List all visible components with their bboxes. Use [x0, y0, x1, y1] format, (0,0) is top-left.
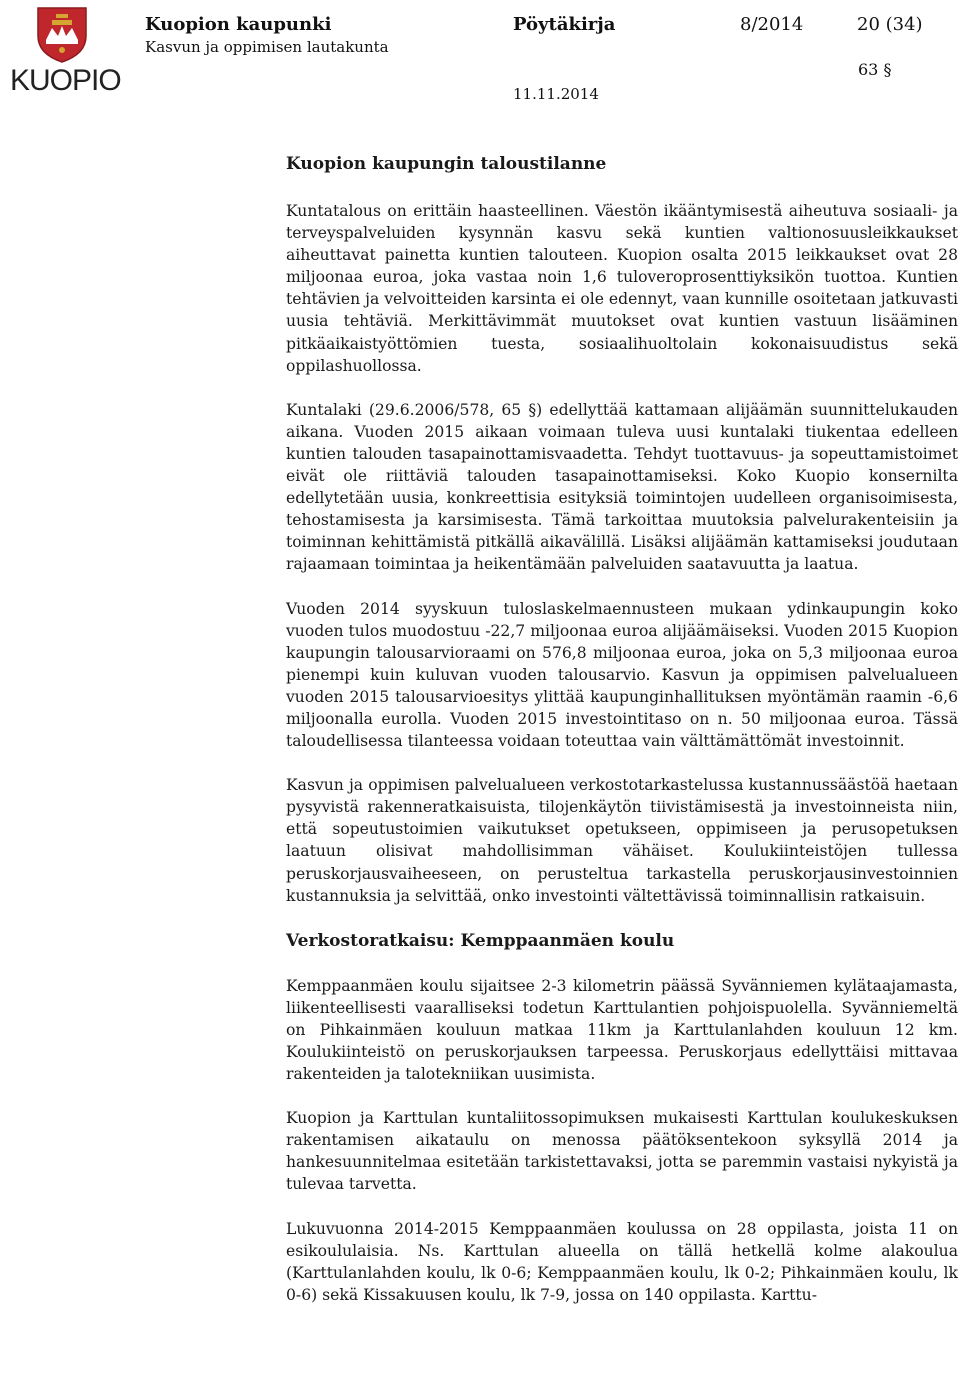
- paragraph: Kasvun ja oppimisen palvelualueen verkostotarkastelussa kustannussäästöä haetaan pysyvistä rakenneratkaisuista, tilojenkäytön tiivistämisestä ja investoinneista niin, että sopeutustoimien vaikutukset opetukseen, oppimiseen ja perusopetuksen laatuun olisivat mahdollisimman vähäiset. Koulukiinteistöjen tullessa peruskorjausvaiheeseen, on perusteltua tarkastella peruskorjausinvestoinnien kustannuksia ja selvittää, onko investointi vältettävissä toiminnallisin ratkaisuin.: [286, 776, 958, 905]
- page-number: 20 (34): [857, 14, 923, 35]
- meeting-date: 11.11.2014: [513, 85, 599, 103]
- document-body: [286, 152, 958, 1328]
- organization-name: Kuopion kaupunki: [145, 14, 332, 35]
- document-type: Pöytäkirja: [513, 14, 616, 35]
- board-name: Kasvun ja oppimisen lautakunta: [145, 38, 389, 56]
- paragraph: Kuntatalous on erittäin haasteellinen. Väestön ikääntymisestä aiheutuva sosiaali- ja terveyspalveluiden kysynnän kasvu sekä kuntien valtionosuusleikkaukset aiheuttavat painetta kuntien talouteen. Kuopion osalta 2015 leikkaukset ovat 28 miljoonaa euroa, joka vastaa noin 1,6 tuloveroprosenttiyksikön tuottoa. Kuntien tehtävien ja velvoitteiden karsinta ei ole edennyt, vaan kunnille osoitetaan jatkuvasti uusia tehtäviä. Merkittävimmät muutokset ovat kuntien vastuun lisääminen pitkäaikaistyöttömien tuesta, sosiaalihuoltolain kokonaisuudistus sekä oppilashuollossa.: [286, 202, 958, 375]
- kuopio-logo: [4, 4, 121, 97]
- subsection-title: Verkostoratkaisu: Kemppaanmäen koulu: [286, 930, 675, 951]
- document-number: 8/2014: [740, 14, 804, 35]
- paragraph: Vuoden 2014 syyskuun tuloslaskelmaennusteen mukaan ydinkaupungin koko vuoden tulos muodostuu -22,7 miljoonaa euroa alijäämäiseksi. Vuoden 2015 Kuopion kaupungin talousarvioraami on 576,8 miljoonaa euroa, joka on 5,3 miljoonaa euroa pienempi kuin kuluvan vuoden talousarvio. Kasvun ja oppimisen palvelualueen vuoden 2015 talousarvioesitys ylittää kaupunginhallituksen myöntämän raamin -6,6 miljoonalla eurolla. Vuoden 2015 investointitaso on n. 50 miljoonaa euroa. Tässä taloudellisessa tilanteessa voidaan toteuttaa vain välttämättömät investoinnit.: [286, 599, 958, 751]
- coat-of-arms-icon: [32, 4, 92, 64]
- paragraph: Kemppaanmäen koulu sijaitsee 2-3 kilometrin päässä Syvänniemen kylätaajamasta, liikenteellisesti vaaralliseksi todetun Karttulantien pohjoispuolella. Syvänniemeltä on Pihkainmäen kouluun matkaa 11km ja Karttulanlahden kouluun 12 km. Koulukiinteistö on peruskorjauksen tarpeessa. Peruskorjaus edellyttäisi mittavaa rakenteiden ja talotekniikan uusimista.: [286, 976, 958, 1084]
- paragraph: Kuopion ja Karttulan kuntaliitossopimuksen mukaisesti Karttulan koulukeskuksen rakentamisen aikataulu on menossa päätöksentekoon syksyllä 2014 ja hankesuunnitelmaa esitetään tarkistettavaksi, jotta se paremmin vastaisi nykyistä ja tulevaa tarvetta.: [286, 1109, 958, 1194]
- section-title: Kuopion kaupungin taloustilanne: [286, 154, 607, 174]
- paragraph: Lukuvuonna 2014-2015 Kemppaanmäen koulussa on 28 oppilasta, joista 11 on esikoululaisia. Ns. Karttulan alueella on tällä hetkellä kolme alakoulua (Karttulanlahden koulu, lk 0-6; Kemppaanmäen koulu, lk 0-2; Pihkainmäen koulu, lk 0-6) sekä Kissakuusen koulu, lk 7-9, jossa on 140 oppilasta. Karttu-: [286, 1219, 958, 1304]
- logo-wordmark: KUOPIO: [10, 64, 121, 97]
- paragraph: Kuntalaki (29.6.2006/578, 65 §) edellyttää kattamaan alijäämän suunnittelukauden aikana. Vuoden 2015 aikaan voimaan tuleva uusi kuntalaki tiukentaa edelleen kuntien talouden tasapainottamisvaadetta. Tehdyt tuottavuus- ja sopeuttamistoimet eivät ole riittäviä talouden tasapainottamiseksi. Koko Kuopio konsernilta edellytetään uusia, konkreettisia esityksiä toimintojen uudelleen organisoimisesta, tehostamisesta ja karsimisesta. Tämä tarkoittaa muutoksia palvelurakenteisiin ja toiminnan kehittämistä pitkällä aikavälillä. Lisäksi alijäämän kattamiseksi joudutaan rajaamaan toimintaa ja heikentämään palveluiden saatavuutta ja laatua.: [286, 400, 958, 574]
- section-number: 63 §: [858, 60, 892, 79]
